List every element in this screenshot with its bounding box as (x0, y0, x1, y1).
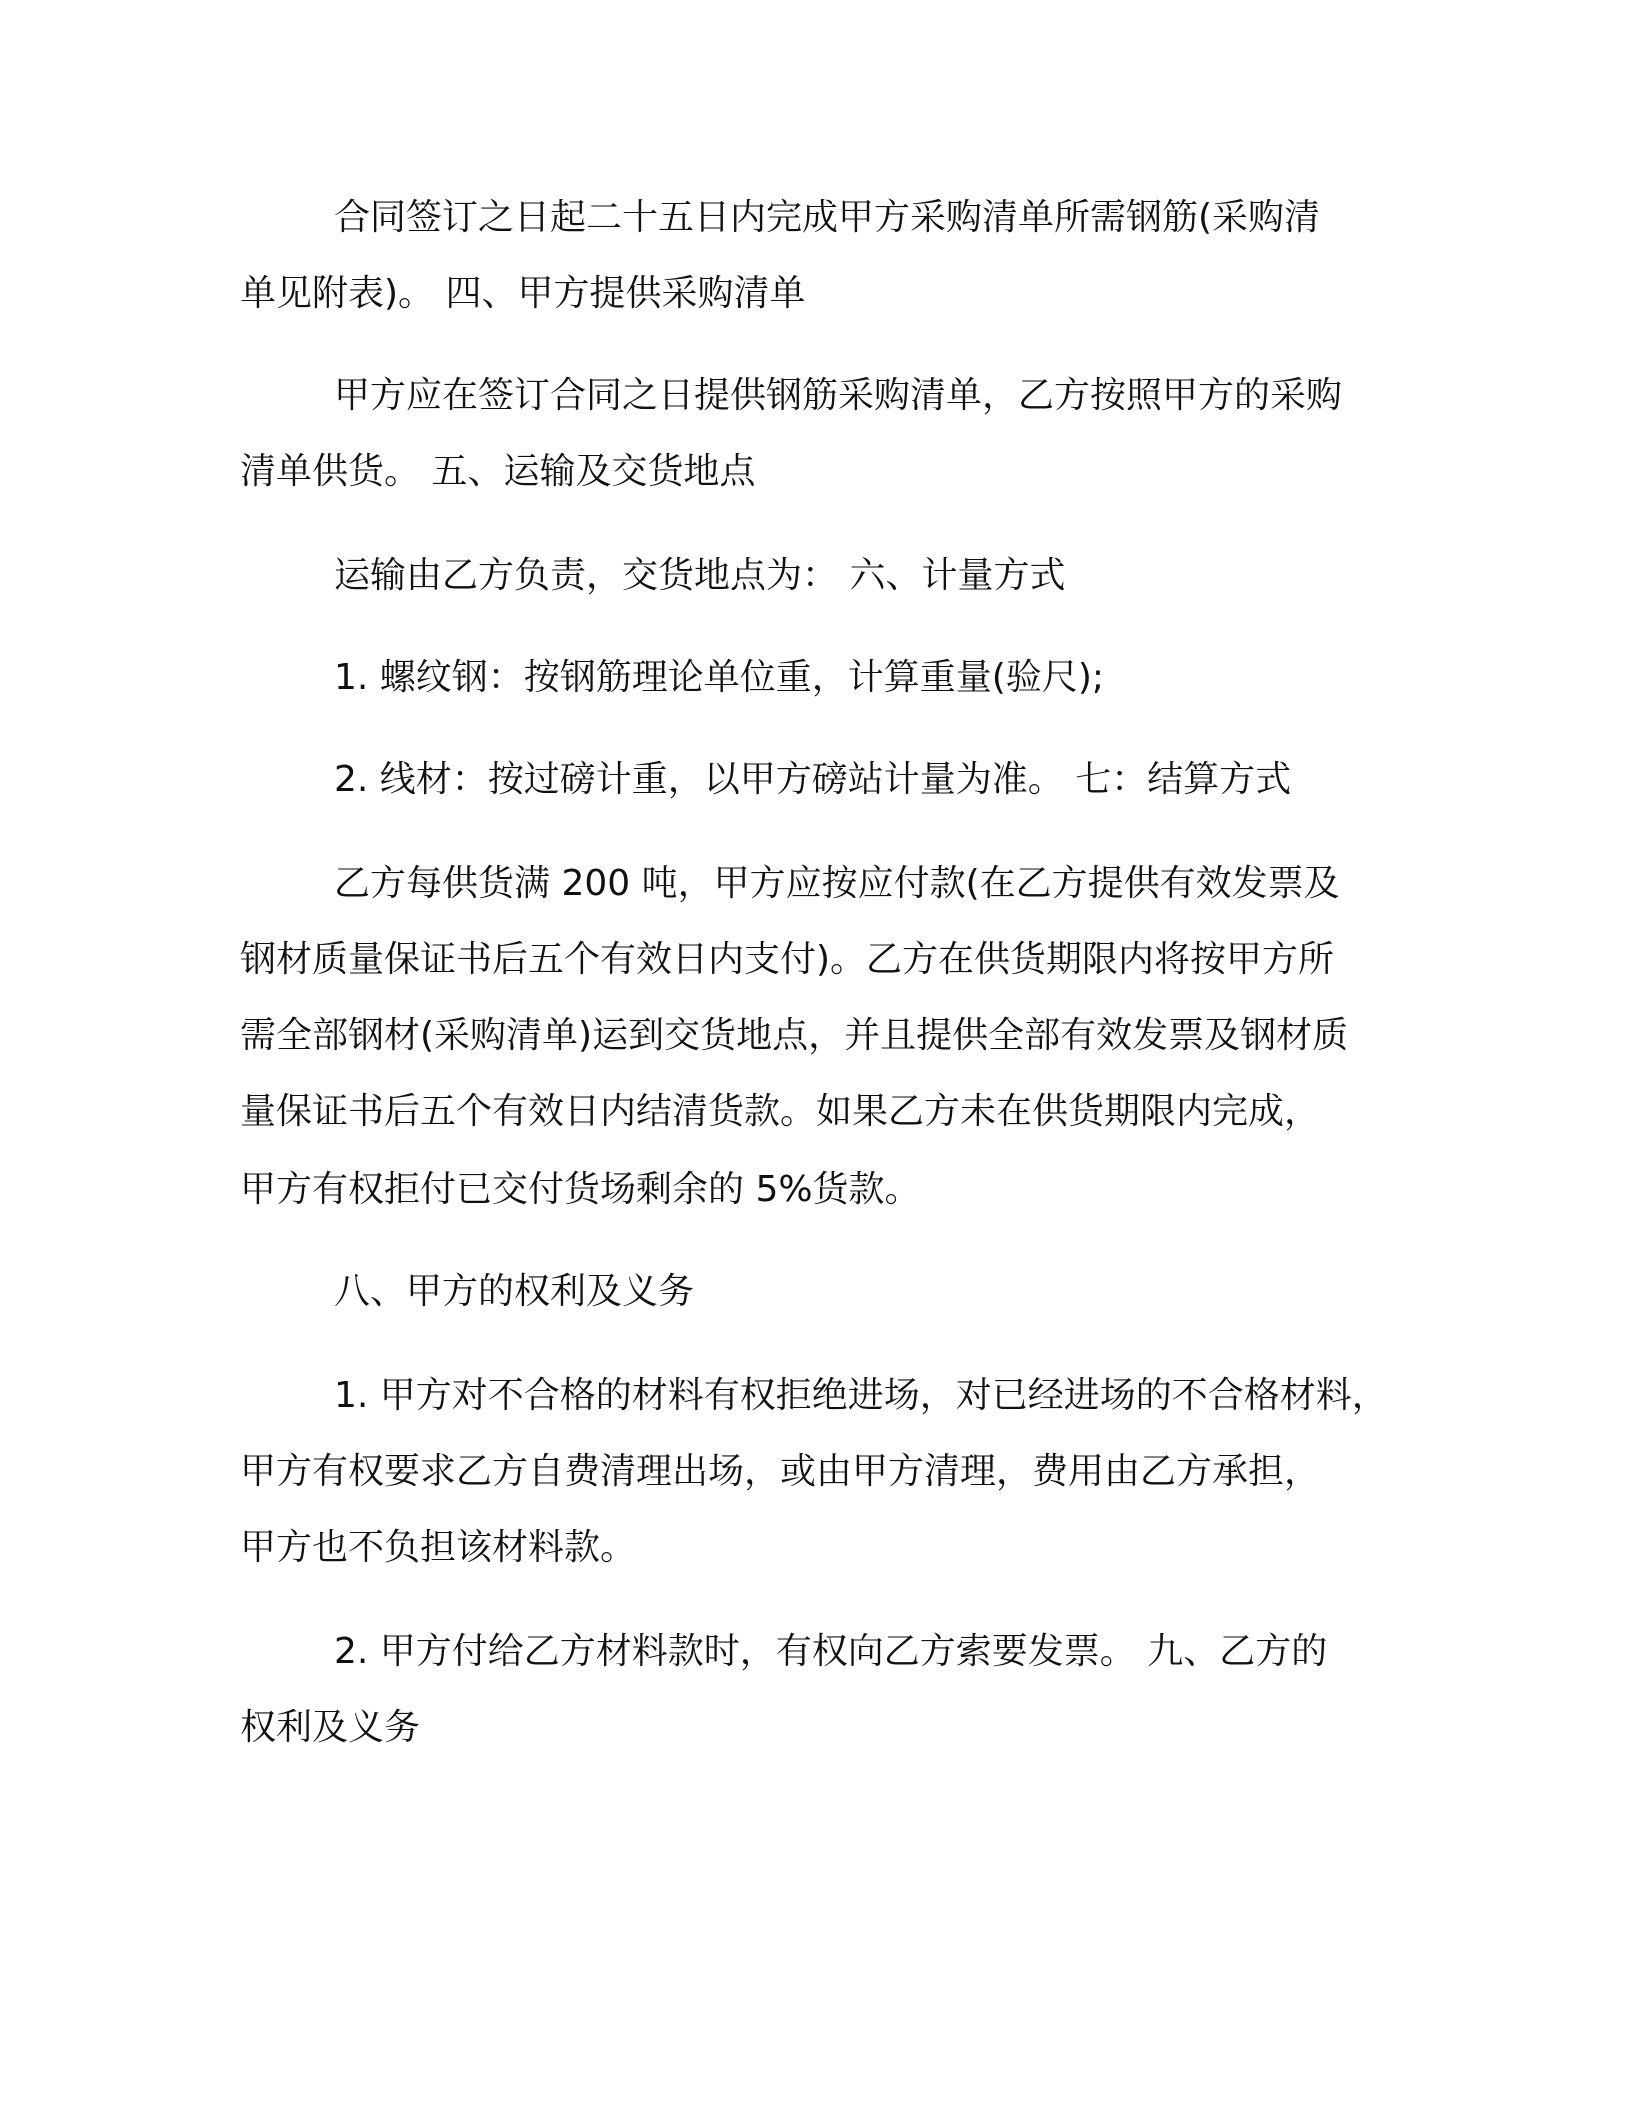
paragraph-6-line-4: 量保证书后五个有效日内结清货款。如果乙方未在供货期限内完成， (240, 1091, 1321, 1132)
paragraph-9-line-2: 权利及义务 (240, 1707, 421, 1748)
paragraph-6-line-3: 需全部钢材(采购清单)运到交货地点，并且提供全部有效发票及钢材质 (240, 1015, 1349, 1056)
paragraph-8-line-2: 甲方有权要求乙方自费清理出场，或由甲方清理，费用由乙方承担， (240, 1451, 1321, 1492)
paragraph-6-line-2: 钢材质量保证书后五个有效日内支付)。乙方在供货期限内将按甲方所 (240, 939, 1335, 980)
paragraph-2-line-2: 清单供货。 五、运输及交货地点 (240, 451, 756, 492)
paragraph-6-line-5: 甲方有权拒付已交付货场剩余的 5%货款。 (240, 1169, 921, 1210)
paragraph-8-line-1: 1. 甲方对不合格的材料有权拒绝进场，对已经进场的不合格材料， (334, 1375, 1388, 1416)
paragraph-7-line-1: 八、甲方的权利及义务 (334, 1271, 695, 1312)
paragraph-4-line-1: 1. 螺纹钢：按钢筋理论单位重，计算重量(验尺); (334, 657, 1105, 698)
paragraph-1-line-2: 单见附表)。 四、甲方提供采购清单 (240, 273, 806, 314)
paragraph-5-line-1: 2. 线材：按过磅计重，以甲方磅站计量为准。 七：结算方式 (334, 759, 1292, 800)
paragraph-6-line-1: 乙方每供货满 200 吨，甲方应按应付款(在乙方提供有效发票及 (334, 863, 1340, 904)
paragraph-8-line-3: 甲方也不负担该材料款。 (240, 1527, 637, 1568)
paragraph-9-line-1: 2. 甲方付给乙方材料款时，有权向乙方索要发票。 九、乙方的 (334, 1631, 1328, 1672)
paragraph-1-line-1: 合同签订之日起二十五日内完成甲方采购清单所需钢筋(采购清 (334, 197, 1321, 238)
paragraph-2-line-1: 甲方应在签订合同之日提供钢筋采购清单，乙方按照甲方的采购 (334, 375, 1343, 416)
paragraph-3-line-1: 运输由乙方负责，交货地点为： 六、计量方式 (334, 555, 1066, 596)
